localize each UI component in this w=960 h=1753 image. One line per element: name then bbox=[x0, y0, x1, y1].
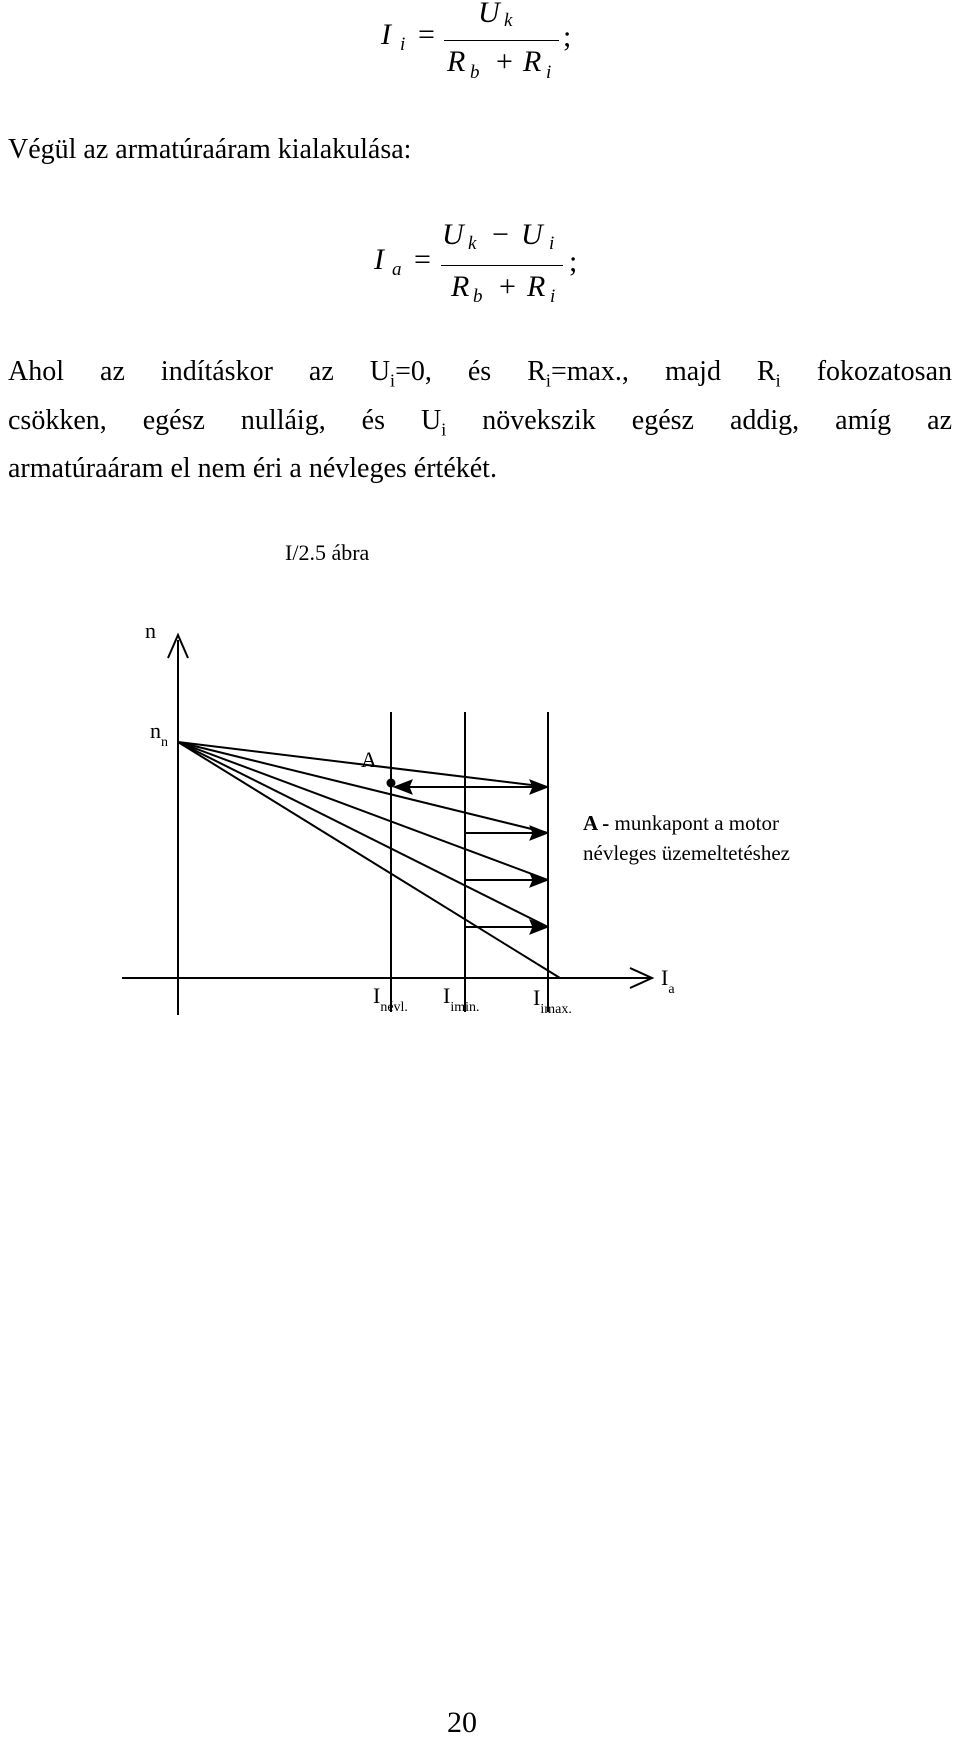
paragraph-subscript: i bbox=[545, 370, 551, 391]
figure-caption: I/2.5 ábra bbox=[285, 540, 370, 565]
x-axis-label bbox=[661, 965, 675, 998]
formula2-semicolon: ; bbox=[569, 245, 578, 278]
formula1-numerator: U bbox=[478, 0, 500, 29]
arrowhead-right bbox=[530, 780, 548, 794]
formula1-semicolon: ; bbox=[563, 20, 572, 53]
operating-point-a bbox=[387, 779, 395, 787]
paragraph-subscript: i bbox=[390, 370, 396, 391]
formula2-num-u2: U bbox=[521, 218, 543, 251]
paragraph-subscript: i bbox=[441, 419, 447, 440]
formula2-den-plus: + bbox=[499, 270, 516, 303]
tick-label-inevl bbox=[373, 983, 408, 1016]
formula2-equals: = bbox=[414, 243, 431, 276]
legend-line-2: névleges üzemeltetéshez bbox=[583, 841, 790, 865]
paragraph-text: fokozatosan bbox=[780, 356, 953, 387]
characteristic-line bbox=[178, 742, 560, 978]
tick-label-sub: imin. bbox=[450, 1000, 480, 1015]
paragraph-text: növekszik egész addig, amíg az bbox=[446, 404, 952, 436]
formula2-num-u1: U bbox=[442, 218, 464, 251]
paragraph-text: =0, és R bbox=[395, 356, 546, 387]
tick-label-sub: imax. bbox=[540, 1002, 572, 1017]
formula2-den-r1: R bbox=[451, 270, 470, 303]
arrowhead-right bbox=[530, 873, 548, 887]
paragraph-line-3: armatúraáram el nem éri a névleges értékét. bbox=[8, 453, 497, 485]
x-axis-label-sub: a bbox=[668, 982, 675, 997]
nn-label bbox=[150, 718, 168, 751]
arrowhead-right bbox=[530, 826, 548, 840]
formula1-den-sub1: b bbox=[470, 62, 480, 83]
nn-label-sub: n bbox=[161, 735, 168, 750]
formula2-num-sub1: k bbox=[468, 233, 477, 254]
formula2-num-minus: − bbox=[492, 218, 509, 251]
figure-legend bbox=[583, 808, 790, 868]
formula1-den-r2: R bbox=[523, 45, 542, 78]
formula1-lhs: I bbox=[381, 18, 391, 51]
nn-label-main: n bbox=[150, 718, 161, 743]
formula2-lhs: I bbox=[374, 243, 384, 276]
x-axis-label-main: I bbox=[661, 965, 669, 990]
legend-text: munkapont a motor bbox=[609, 811, 779, 835]
formula1-equals: = bbox=[418, 18, 435, 51]
formula1-den-sub2: i bbox=[546, 62, 552, 83]
paragraph-text: =max., majd R bbox=[550, 356, 776, 387]
tick-label-main: I bbox=[373, 983, 381, 1008]
tick-label-imax bbox=[533, 985, 572, 1018]
arrowhead-left bbox=[394, 780, 412, 794]
legend-line-1 bbox=[583, 808, 790, 838]
formula1-numerator-sub: k bbox=[504, 10, 513, 31]
page-number: 20 bbox=[447, 1706, 477, 1739]
paragraph-text: Ahol az indításkor az U bbox=[8, 356, 391, 387]
tick-label-main: I bbox=[533, 985, 541, 1010]
formula1-lhs-sub: i bbox=[400, 34, 406, 55]
intro-text: Végül az armatúraáram kialakulása: bbox=[8, 134, 412, 165]
formula1-den-r1: R bbox=[447, 45, 466, 78]
y-axis-label: n bbox=[145, 618, 156, 643]
formula2-lhs-sub: a bbox=[392, 259, 402, 280]
tick-label-imin bbox=[443, 983, 480, 1016]
formula2-den-sub1: b bbox=[473, 286, 483, 307]
formula2-den-r2: R bbox=[527, 270, 546, 303]
tick-label-sub: névl. bbox=[380, 1000, 408, 1015]
formula1-den-plus: + bbox=[496, 45, 513, 78]
legend-key: A - bbox=[583, 811, 610, 835]
paragraph-text: csökken, egész nulláig, és U bbox=[8, 404, 442, 436]
formula2-den-sub2: i bbox=[550, 286, 556, 307]
formula2-num-sub2: i bbox=[549, 233, 555, 254]
point-a-label: A bbox=[361, 747, 377, 772]
paragraph-subscript: i bbox=[775, 370, 781, 391]
tick-label-main: I bbox=[443, 983, 451, 1008]
